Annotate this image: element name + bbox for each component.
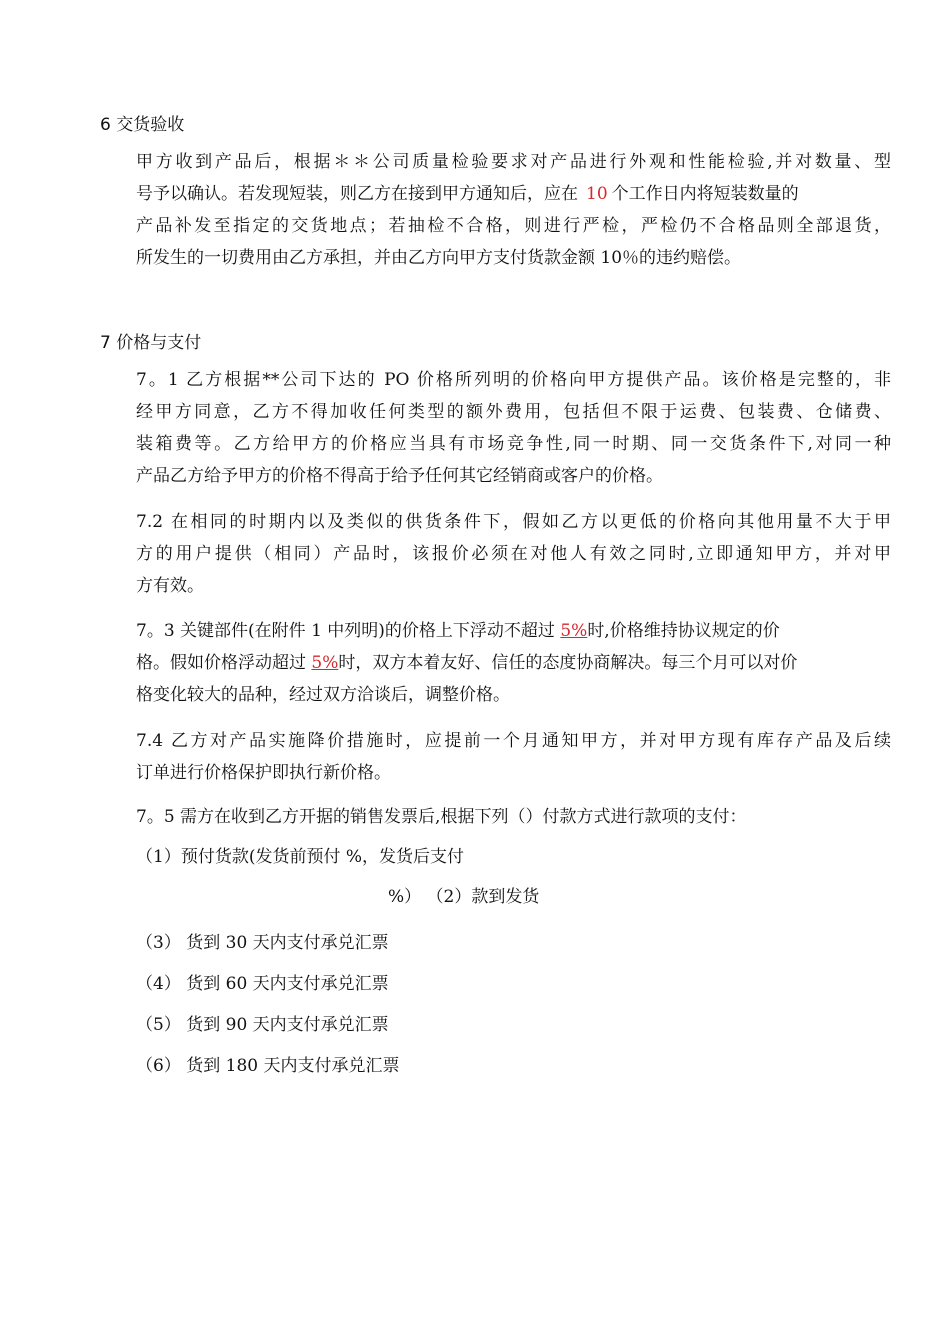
section-6-line-2-tail: 个工作日内将短装数量的 [611,184,799,204]
working-days-value: 10 [586,184,608,204]
section-6-line-2 [136,183,799,205]
section-6-heading: 6 交货验收 [100,115,185,135]
p73-line-1-text: 7。3 关键部件(在附件 1 中列明)的价格上下浮动不超过 [136,621,561,641]
p71-line-4: 产品乙方给予甲方的价格不得高于给予任何其它经销商或客户的价格。 [136,466,663,486]
section-6-line-1: 甲方收到产品后，根据＊＊公司质量检验要求对产品进行外观和性能检验,并对数量、型 [136,152,891,172]
p73-line-1-tail: 时,价格维持协议规定的价 [587,621,780,641]
price-float-percent: 5% [560,621,588,641]
p73-line-2-text: 格。假如价格浮动超过 [136,653,312,673]
p73-line-3: 格变化较大的品种，经过双方洽谈后，调整价格。 [136,685,510,705]
p75-line: 7。5 需方在收到乙方开据的销售发票后,根据下列（）付款方式进行款项的支付： [136,807,747,827]
p74-line-1: 7.4 乙方对产品实施降价措施时，应提前一个月通知甲方，并对甲方现有库存产品及后续 [136,731,891,751]
section-6-line-4: 所发生的一切费用由乙方承担，并由乙方向甲方支付货款金额 10％的违约赔偿。 [136,248,742,268]
p74-line-2: 订单进行价格保护即执行新价格。 [136,763,391,783]
p71-line-2: 经甲方同意，乙方不得加收任何类型的额外费用，包括但不限于运费、包装费、仓储费、 [136,402,891,422]
payment-option-3: （3） 货到 30 天内支付承兑汇票 [136,933,389,953]
p72-line-3: 方有效。 [136,576,204,596]
p73-line-1 [136,620,891,642]
price-float-percent-2: 5% [311,653,339,673]
payment-option-4: （4） 货到 60 天内支付承兑汇票 [136,974,389,994]
p71-line-3: 装箱费等。乙方给甲方的价格应当具有市场竞争性,同一时期、同一交货条件下,对同一种 [136,434,891,454]
p73-line-2-tail: 时，双方本着友好、信任的态度协商解决。每三个月可以对价 [338,653,798,673]
p72-line-1: 7.2 在相同的时期内以及类似的供货条件下，假如乙方以更低的价格向其他用量不大于甲 [136,512,891,532]
payment-option-1-cont: %） （2）款到发货 [388,887,540,907]
section-7-heading: 7 价格与支付 [100,333,202,353]
section-6-line-2-text: 号予以确认。若发现短装，则乙方在接到甲方通知后，应在 [136,184,578,204]
p72-line-2: 方的用户提供（相同）产品时，该报价必须在对他人有效之同时,立即通知甲方，并对甲 [136,544,891,564]
section-6-line-3: 产品补发至指定的交货地点；若抽检不合格，则进行严检，严检仍不合格品则全部退货， [136,216,891,236]
payment-option-1: （1）预付货款(发货前预付 %，发货后支付 [136,847,465,867]
p73-line-2 [136,652,891,674]
payment-option-6: （6） 货到 180 天内支付承兑汇票 [136,1056,400,1076]
payment-option-5: （5） 货到 90 天内支付承兑汇票 [136,1015,389,1035]
p71-line-1: 7。1 乙方根据**公司下达的 PO 价格所列明的价格向甲方提供产品。该价格是完整的，非 [136,370,891,390]
